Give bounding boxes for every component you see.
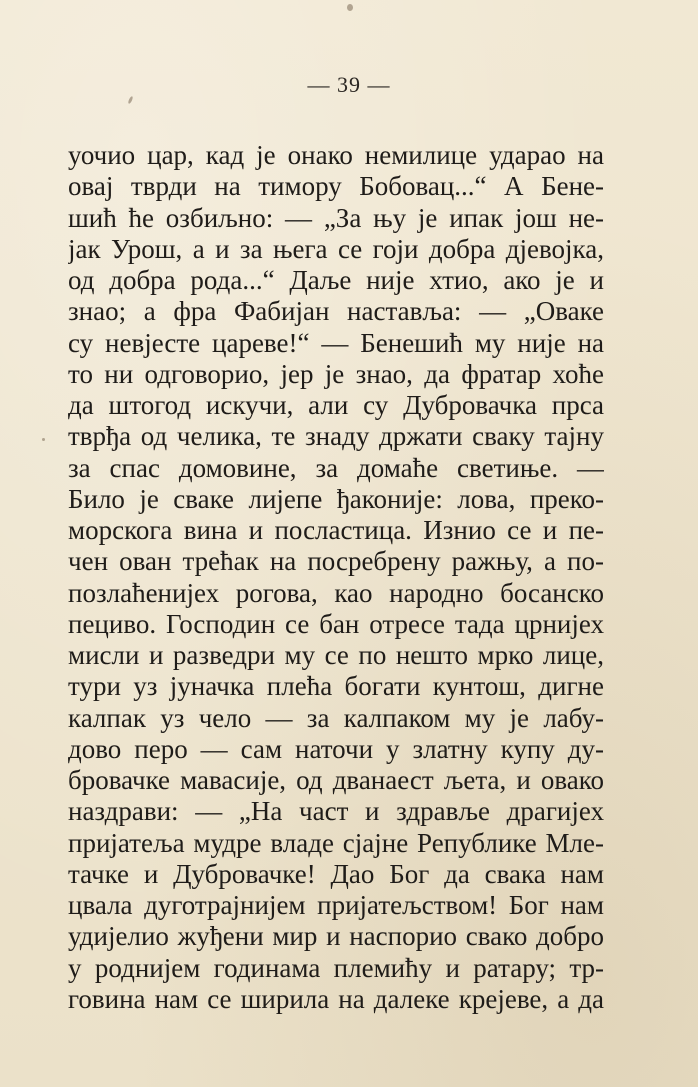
text-line: морскога вина и посластица. Изнио се и пе- bbox=[68, 515, 604, 545]
text-line: удијелио жуђени мир и наспорио свако добро bbox=[68, 921, 604, 952]
text-line: шић ће озбиљно: — „За њу је ипак још не- bbox=[68, 202, 604, 233]
text-line: знао; а фра Фабијан наставља: — „Оваке bbox=[68, 296, 604, 327]
text-line: овај тврди на тимору Бобовац...“ А Бене- bbox=[68, 171, 604, 202]
body-text bbox=[68, 140, 604, 1015]
text-line: су невјесте цареве!“ — Бенешић му није на bbox=[68, 327, 604, 358]
text-line: калпак уз чело — за калпаком му је лабу- bbox=[68, 702, 604, 733]
paper-speck bbox=[347, 4, 353, 11]
text-line: мисли и разведри му се по нешто мрко лице, bbox=[68, 640, 604, 670]
text-line: Било је сваке лијепе ђаконије: лова, преко- bbox=[68, 483, 604, 514]
text-line: позлаћенијех рогова, као народно босанско bbox=[68, 577, 604, 608]
text-line: пријатеља мудре владе сјајне Републике Мле- bbox=[68, 827, 604, 858]
page-number: — 39 — bbox=[307, 72, 391, 97]
text-line: бровачке мавасије, од дванаест љета, и овако bbox=[68, 765, 604, 795]
text-line: да штогод искучи, али су Дубровачка прса bbox=[68, 390, 604, 420]
text-line: цвала дуготрајнијем пријатељством! Бог нам bbox=[68, 890, 604, 920]
text-line: за спас домовине, за домаће светиње. — bbox=[68, 452, 604, 483]
text-line: у роднијем годинама племићу и ратару; тр- bbox=[68, 952, 604, 983]
text-line: говина нам се ширила на далеке крејеве, а да bbox=[68, 983, 604, 1014]
text-line: то ни одговорио, јер је знао, да фратар хоће bbox=[68, 358, 604, 389]
text-line: јак Урош, а и за њега се гоји добра дјевојка, bbox=[68, 233, 604, 264]
text-line: тврђа од челика, те знаду држати сваку тајну bbox=[68, 421, 604, 452]
text-line: тури уз јуначка плећа богати кунтош, дигне bbox=[68, 671, 604, 702]
text-line: од добра рода...“ Даље није хтио, ако је и bbox=[68, 265, 604, 295]
text-line: уочио цар, кад је онако немилице ударао на bbox=[68, 140, 604, 170]
text-line: пециво. Господин се бан отресе тада црнијех bbox=[68, 608, 604, 639]
text-line: дово перо — сам наточи у златну купу ду- bbox=[68, 733, 604, 764]
text-line: наздрави: — „На част и здравље драгијех bbox=[68, 796, 604, 827]
text-line: чен ован трећак на посребрену ражњу, а по- bbox=[68, 546, 604, 577]
paper-speck bbox=[42, 438, 45, 441]
text-line: тачке и Дубровачке! Дао Бог да свака нам bbox=[68, 858, 604, 889]
